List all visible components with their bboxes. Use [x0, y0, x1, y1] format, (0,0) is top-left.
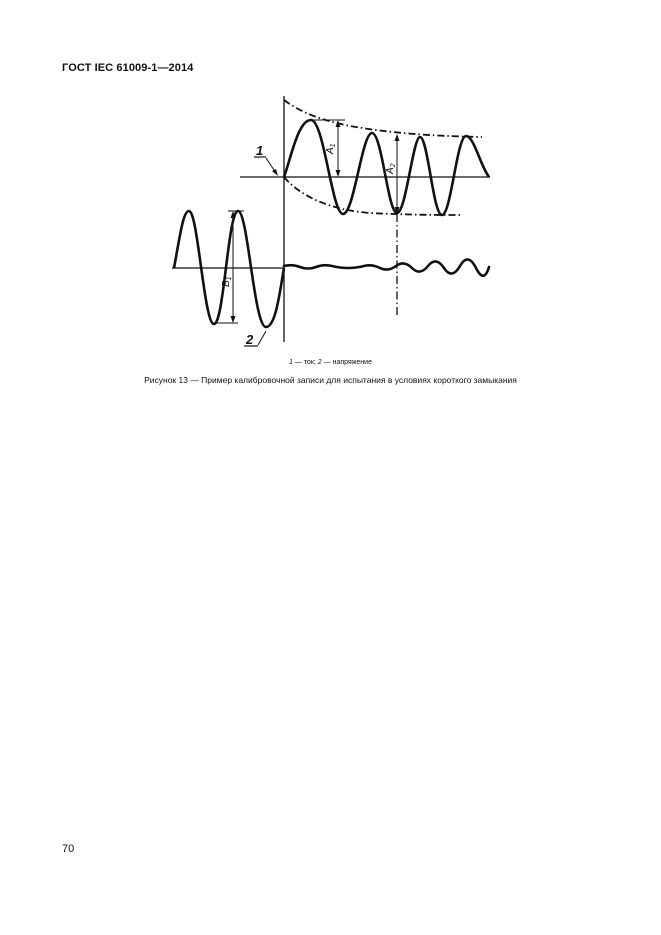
a1-label: [325, 143, 337, 155]
figure-caption: Рисунок 13 — Пример калибровочной записи для испытания в условиях короткого замыкания: [144, 375, 517, 385]
figure-legend: [0, 359, 661, 366]
legend-number-1: 1: [289, 359, 293, 366]
a2-label: [385, 163, 397, 175]
calibration-record-figure: [0, 0, 661, 400]
legend-text-1: — ток;: [292, 359, 318, 366]
voltage-trace-before: [174, 211, 284, 327]
upper-envelope: [284, 100, 482, 137]
a1-arrow-bottom: [336, 170, 341, 177]
label-1-arrowhead: [272, 169, 278, 176]
svg-text:A1: $A_1$: [325, 143, 337, 154]
a2-arrow-top: [395, 134, 400, 141]
page-number: 70: [62, 843, 75, 855]
label-1: 1: [256, 143, 264, 158]
voltage-trace-after: [284, 259, 489, 275]
legend-text-2: — напряжение: [321, 359, 372, 366]
legend-number-2: 2: [317, 359, 322, 366]
document-header: ГОСТ IEC 61009-1—2014: [62, 62, 194, 74]
label-2-leader: [258, 331, 266, 345]
label-2: 2: [246, 332, 254, 347]
b1-label: [221, 276, 233, 287]
b1-arrow-bottom: [231, 316, 236, 323]
svg-text:B1: $B_1$: [221, 276, 233, 287]
svg-text:A2: $A_2$: [385, 163, 397, 174]
